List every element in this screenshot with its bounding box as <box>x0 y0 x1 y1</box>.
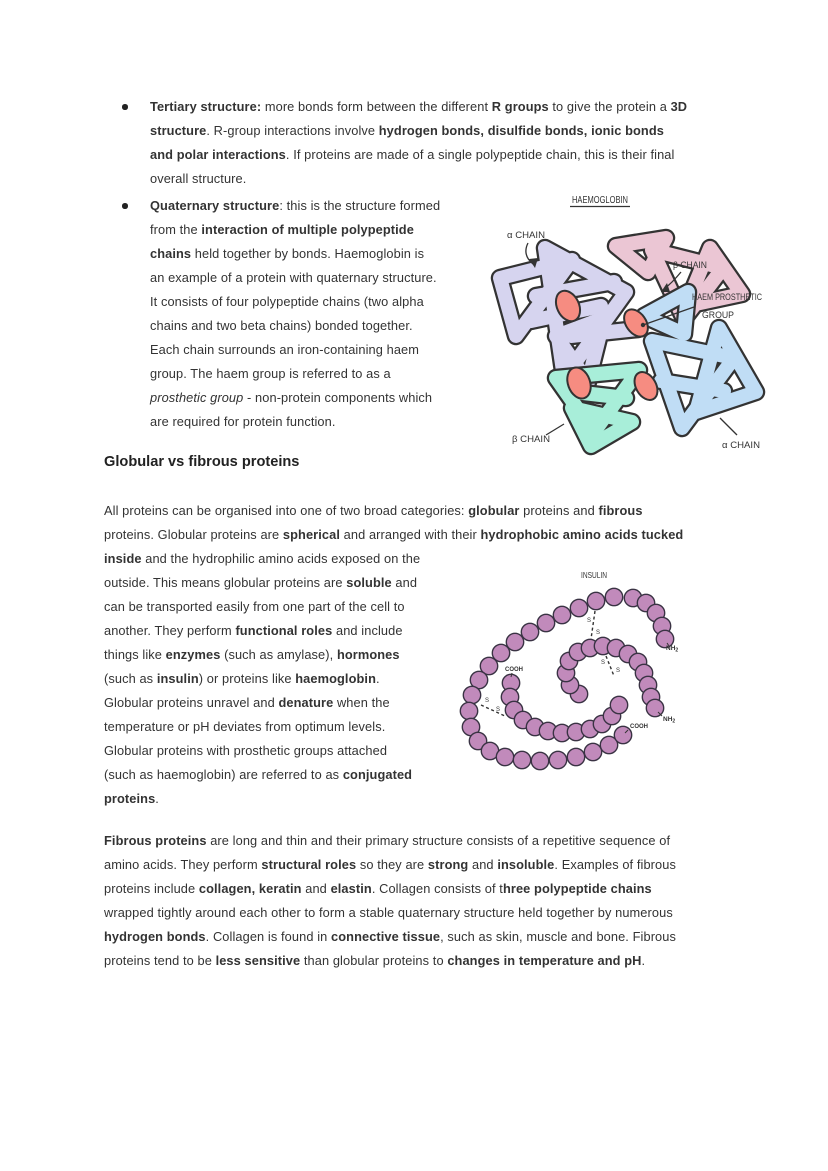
text-line: are required for protein function. <box>150 414 336 429</box>
haem-label-line2: GROUP <box>702 310 734 321</box>
beta-chain-label-top: β CHAIN <box>673 260 708 271</box>
alpha-bottom-pointer <box>720 418 737 435</box>
section-heading: Globular vs fibrous proteins <box>104 454 300 470</box>
text-line: (such as insulin) or proteins like haemoglobin. <box>104 671 380 686</box>
text-line: Fibrous proteins are long and thin and their primary structure consists of a repetitive sequence of <box>104 833 671 848</box>
insulin-figure <box>450 558 712 783</box>
text-line: things like enzymes (such as amylase), hormones <box>104 647 400 662</box>
text-line: amino acids. They perform structural roles so they are strong and insoluble. Examples of fibrous <box>104 857 676 872</box>
text-line: can be transported easily from one part of the cell to <box>104 599 405 614</box>
svg-text:S: S <box>587 618 592 624</box>
svg-text:S: S <box>496 707 501 713</box>
text-line: from the interaction of multiple polypeptide <box>150 222 414 237</box>
cooh-label-right: COOH <box>630 723 649 730</box>
text-line: chains held together by bonds. Haemoglobin is <box>150 246 425 261</box>
insulin-title: INSULIN <box>581 571 608 580</box>
haemoglobin-title: HAEMOGLOBIN <box>572 195 628 206</box>
text-line: (such as haemoglobin) are referred to as conjugated <box>104 767 413 782</box>
text-line: temperature or pH deviates from optimum levels. <box>104 719 386 734</box>
text-line: another. They perform functional roles and include <box>104 623 403 638</box>
text-line: Globular proteins unravel and denature when the <box>104 695 390 710</box>
alpha-chain-label-bottom: α CHAIN <box>722 440 761 451</box>
cooh-label-left: COOH <box>505 666 524 673</box>
nh2-label-top: $NH_2$ <box>666 645 679 654</box>
paragraph-fibrous <box>104 829 676 973</box>
text-line: proteins. <box>104 791 159 806</box>
insulin-bead-chains <box>460 588 676 769</box>
text-line: Globular proteins with prosthetic groups attached <box>104 743 388 758</box>
bullet-text-tertiary <box>150 95 687 191</box>
haemoglobin-diagram <box>476 186 776 462</box>
text-line: prosthetic group - non-protein components which <box>150 390 433 405</box>
svg-text:S: S <box>485 698 490 704</box>
text-line: outside. This means globular proteins are soluble and <box>104 575 418 590</box>
haem-label-line1: HAEM PROSTHETIC <box>692 292 763 303</box>
bullet-marker <box>122 203 128 209</box>
text-line: proteins include collagen, keratin and elastin. Collagen consists of three polypeptide chains <box>104 881 652 896</box>
text-line: an example of a protein with quaternary structure. <box>150 270 437 285</box>
text-line: proteins. Globular proteins are spherical and arranged with their hydrophobic amino acids tucked <box>104 527 684 542</box>
alpha-chain-label-top: α CHAIN <box>507 230 546 241</box>
text-line: group. The haem group is referred to as a <box>150 366 391 381</box>
bullet-item-tertiary <box>104 95 687 191</box>
text-line: inside and the hydrophilic amino acids exposed on the <box>104 551 421 566</box>
svg-text:S: S <box>616 668 621 674</box>
haemoglobin-figure <box>476 186 776 467</box>
text-line: wrapped tightly around each other to form a stable quaternary structure held together by numerous <box>104 905 673 920</box>
text-line: chains and two beta chains) bonded together. <box>150 318 413 333</box>
haem-pointer-dot <box>641 323 645 327</box>
beta-bottom-pointer <box>546 424 564 435</box>
text-line: All proteins can be organised into one of two broad categories: globular proteins and fibrous <box>104 503 643 518</box>
bullet-item-quaternary <box>104 194 440 434</box>
beta-chain-label-bottom: β CHAIN <box>512 434 551 445</box>
svg-text:S: S <box>596 630 601 636</box>
nh2-label-middle: $NH_2$ <box>663 716 676 725</box>
text-line: Each chain surrounds an iron-containing haem <box>150 342 420 357</box>
bullet-marker <box>122 104 128 110</box>
text-line: It consists of four polypeptide chains (two alpha <box>150 294 424 309</box>
svg-text:S: S <box>601 660 606 666</box>
text-line: Tertiary structure: more bonds form between the different R groups to give the protein a 3D <box>150 99 688 114</box>
text-line: overall structure. <box>150 171 247 186</box>
text-line: hydrogen bonds. Collagen is found in connective tissue, such as skin, muscle and bone. Fibrous <box>104 929 676 944</box>
text-line: proteins tend to be less sensitive than globular proteins to changes in temperature and pH. <box>104 953 646 968</box>
text-line: structure. R-group interactions involve hydrogen bonds, disulfide bonds, ionic bonds <box>150 123 664 138</box>
insulin-diagram <box>450 558 712 778</box>
text-line: Quaternary structure: this is the structure formed <box>150 198 441 213</box>
text-line: and polar interactions. If proteins are made of a single polypeptide chain, this is their final <box>150 147 675 162</box>
bullet-text-quaternary <box>150 194 440 434</box>
